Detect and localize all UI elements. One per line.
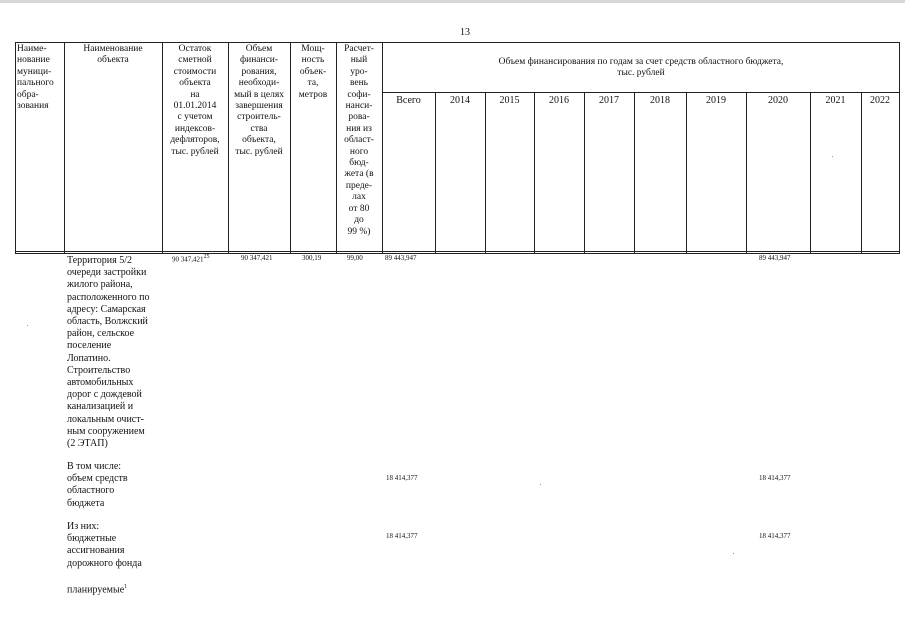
of-them-label: Из них: бюджетные ассигнования дорожного фонда: [67, 521, 142, 569]
header-financing-volume: Объем финанси- рования, необходи- мый в целях завершения строитель- ства объекта, тыс. рублей: [234, 44, 284, 157]
scan-edge: [0, 0, 905, 3]
header-remaining-cost: Остаток сметной стоимости объекта на 01.01.2014 с учетом индексов- дефляторов, тыс. рублей: [170, 44, 220, 157]
header-year-2019: 2019: [706, 95, 726, 106]
header-total: Всего: [396, 95, 421, 106]
header-municipality: Наиме- нование муници- пального обра- зования: [17, 44, 54, 112]
scan-speck: [540, 484, 541, 485]
header-year-2018: 2018: [650, 95, 670, 106]
year-2020-value: 89 443,947: [759, 254, 791, 262]
header-year-2020: 2020: [768, 95, 788, 106]
scan-speck: [733, 553, 734, 554]
page-number: 13: [460, 27, 470, 38]
scan-speck: [27, 325, 28, 326]
header-year-2015: 2015: [499, 95, 520, 106]
object-name: Территория 5/2 очереди застройки жилого района, расположенного по адресу: Самарская область, Волжский район, сельское поселение Лопатино. Строительство автомобильных дорог с дождевой канализацией и локальным очист- ным сооружением (2 ЭТАП): [67, 255, 150, 450]
cofinancing-value: 99,00: [347, 254, 363, 262]
including-2020-value: 18 414,377: [759, 474, 791, 482]
financing-volume-value: 90 347,421: [241, 254, 273, 262]
header-object: Наименование объекта: [83, 44, 143, 66]
of-them-2020-value: 18 414,377: [759, 532, 791, 540]
including-label: В том числе: объем средств областного бюджета: [67, 461, 128, 509]
header-year-2014: 2014: [450, 95, 470, 106]
of-them-total-value: 18 414,377: [386, 532, 418, 540]
header-year-2017: 2017: [599, 95, 619, 106]
header-cofinancing-level: Расчет- ный уро- вень софи- нанси- рова- ния из област- ного бюд- жета (в преде- лах от 80 до 99 %): [344, 44, 374, 237]
total-value: 89 443,947: [385, 254, 417, 262]
planned-label: планируемые$^1$: [67, 584, 128, 596]
header-financing-by-years: Объем финансирования по годам за счет средств областного бюджета, тыс. рублей: [498, 57, 784, 79]
header-year-2022: 2022: [870, 95, 890, 106]
header-year-2016: 2016: [549, 95, 569, 106]
header-year-2021: 2021: [825, 95, 846, 106]
remaining-cost-value: 90 347,421$^{25}$: [172, 254, 210, 264]
scan-speck: [832, 156, 833, 157]
capacity-value: 300,19: [302, 254, 322, 262]
header-capacity: Мощ- ность объек- та, метров: [298, 44, 328, 100]
including-total-value: 18 414,377: [386, 474, 418, 482]
